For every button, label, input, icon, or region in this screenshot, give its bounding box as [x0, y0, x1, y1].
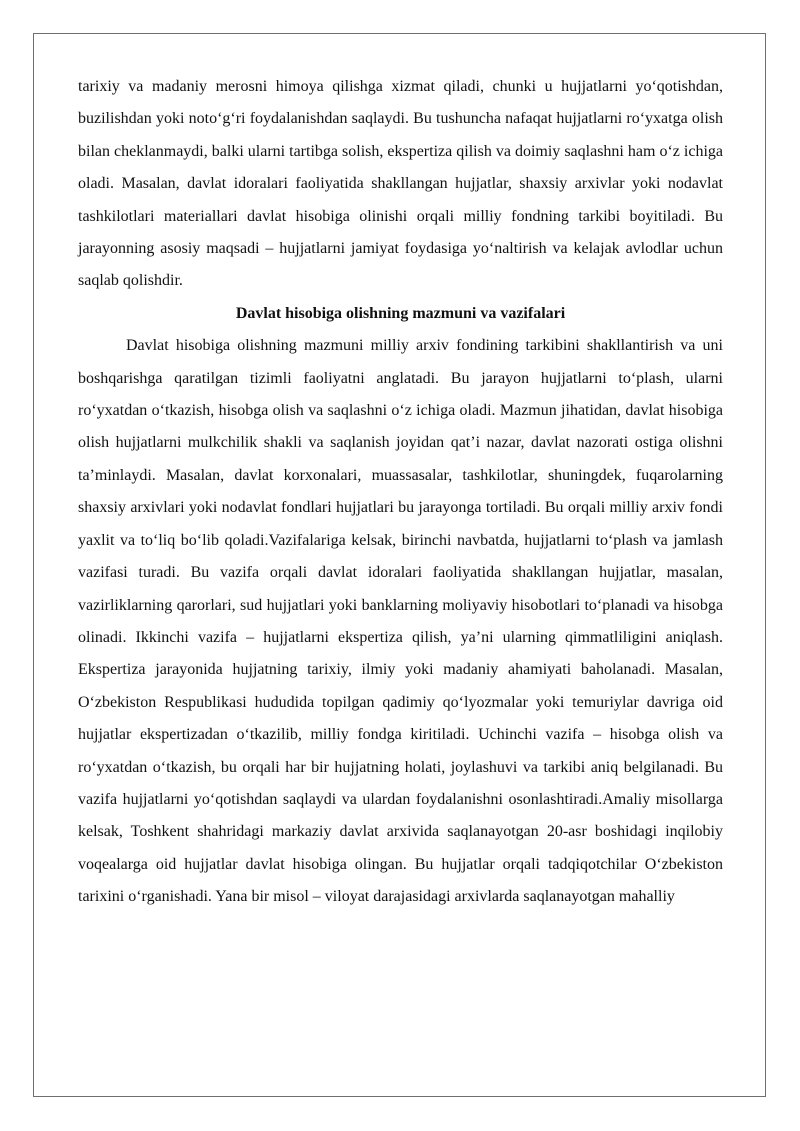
- section-heading: Davlat hisobiga olishning mazmuni va vazifalari: [235, 304, 566, 322]
- paragraph-continuation: tarixiy va madaniy merosni himoya qilishga xizmat qiladi, chunki u hujjatlarni yo‘qotishdan, buzilishdan yoki noto‘g‘ri foydalanishdan saqlaydi. Bu tushuncha nafaqat hujjatlarni ro‘yxatga olish bilan cheklanmaydi, balki ularni tartibga solish, ekspertiza qilish va doimiy saqlashni ham o‘z ichiga oladi. Masalan, davlat idoralari faoliyatida shakllangan hujjatlar, shaxsiy arxivlar yoki nodavlat tashkilotlari materiallari davlat hisobiga olinishi orqali milliy fondning tarkibi boyitiladi. Bu jarayonning asosiy maqsadi – hujjatlarni jamiyat foydasiga yo‘naltirish va kelajak avlodlar uchun saqlab qolishdir.: [78, 78, 723, 290]
- paragraph-body: Davlat hisobiga olishning mazmuni milliy arxiv fondining tarkibini shakllantirish va uni boshqarishga qaratilgan tizimli faoliyatni anglatadi. Bu jarayon hujjatlarni to‘plash, ularni ro‘yxatdan o‘tkazish, hisobga olish va saqlashni o‘z ichiga oladi. Mazmun jihatidan, davlat hisobiga olish hujjatlarni mulkchilik shakli va saqlanish joyidan qat’i nazar, davlat nazorati ostiga olishni ta’minlaydi. Masalan, davlat korxonalari, muassasalar, tashkilotlar, shuningdek, fuqarolarning shaxsiy arxivlari yoki nodavlat fondlari hujjatlari bu jarayonga tortiladi. Bu orqali milliy arxiv fondi yaxlit va to‘liq bo‘lib qoladi.Vazifalariga kelsak, birinchi navbatda, hujjatlarni to‘plash va jamlash vazifasi turadi. Bu vazifa orqali davlat idoralari faoliyatida shakllangan hujjatlar, masalan, vazirliklarning qarorlari, sud hujjatlari yoki banklarning moliyaviy hisobotlari to‘planadi va hisobga olinadi. Ikkinchi vazifa – hujjatlarni ekspertiza qilish, ya’ni ularning qimmatliligini aniqlash. Ekspertiza jarayonida hujjatning tarixiy, ilmiy yoki madaniy ahamiyati baholanadi. Masalan, O‘zbekiston Respublikasi hududida topilgan qadimiy qo‘lyozmalar yoki temuriylar davriga oid hujjatlar ekspertizadan o‘tkazilib, milliy fondga kiritiladi. Uchinchi vazifa – hisobga olish va ro‘yxatdan o‘tkazish, bu orqali har bir hujjatning holati, joylashuvi va tarkibi aniq belgilanadi. Bu vazifa hujjatlarni yo‘qotishdan saqlaydi va ulardan foydalanishni osonlashtiradi.Amaliy misollarga kelsak, Toshkent shahridagi markaziy davlat arxivida saqlanayotgan 20-asr boshidagi inqilobiy voqealarga oid hujjatlar davlat hisobiga olingan. Bu hujjatlar orqali tadqiqotchilar O‘zbekiston tarixini o‘rganishadi. Yana bir misol – viloyat darajasidagi arxivlarda saqlanayotgan mahalliy: [78, 337, 723, 906]
- document-body: [78, 71, 723, 914]
